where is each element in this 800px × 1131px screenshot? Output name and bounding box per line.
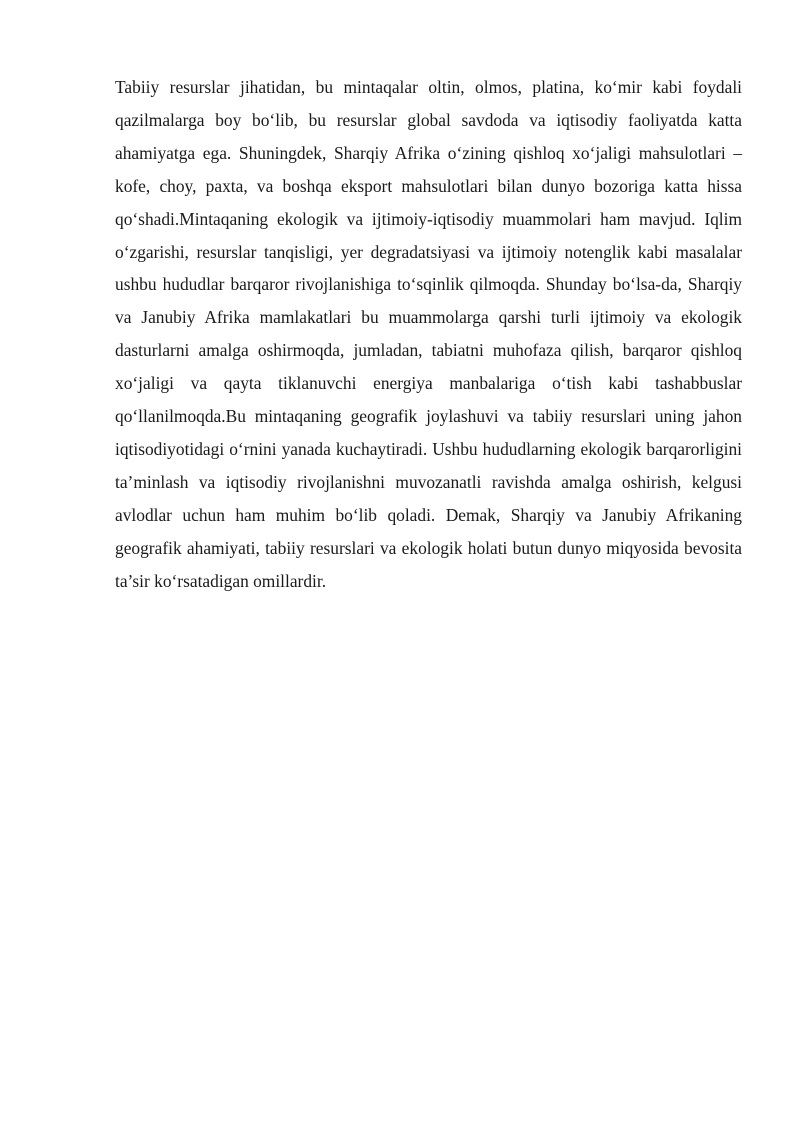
body-paragraph: Tabiiy resurslar jihatidan, bu mintaqalar oltin, olmos, platina, ko‘mir kabi foydali qazilmalarga boy bo‘lib, bu resurslar global savdoda va iqtisodiy faoliyatda katta ahamiyatga ega. Shuningdek, Sharqiy Afrika o‘zining qishloq xo‘jaligi mahsulotlari – kofe, choy, paxta, va boshqa eksport mahsulotlari bilan dunyo bozoriga katta hissa qo‘shadi.Mintaqaning ekologik va ijtimoiy-iqtisodiy muammolari ham mavjud. Iqlim o‘zgarishi, resurslar tanqisligi, yer degradatsiyasi va ijtimoiy notenglik kabi masalalar ushbu hududlar barqaror rivojlanishiga to‘sqinlik qilmoqda. Shunday bo‘lsa-da, Sharqiy va Janubiy Afrika mamlakatlari bu muammolarga qarshi turli ijtimoiy va ekologik dasturlarni amalga oshirmoqda, jumladan, tabiatni muhofaza qilish, barqaror qishloq xo‘jaligi va qayta tiklanuvchi energiya manbalariga o‘tish kabi tashabbuslar qo‘llanilmoqda.Bu mintaqaning geografik joylashuvi va tabiiy resurslari uning jahon iqtisodiyotidagi o‘rnini yanada kuchaytiradi. Ushbu hududlarning ekologik barqarorligini ta’minlash va iqtisodiy rivojlanishni muvozanatli ravishda amalga oshirish, kelgusi avlodlar uchun ham muhim bo‘lib qoladi. Demak, Sharqiy va Janubiy Afrikaning geografik ahamiyati, tabiiy resurslari va ekologik holati butun dunyo miqyosida bevosita ta’sir ko‘rsatadigan omillardir. — [115, 77, 742, 591]
